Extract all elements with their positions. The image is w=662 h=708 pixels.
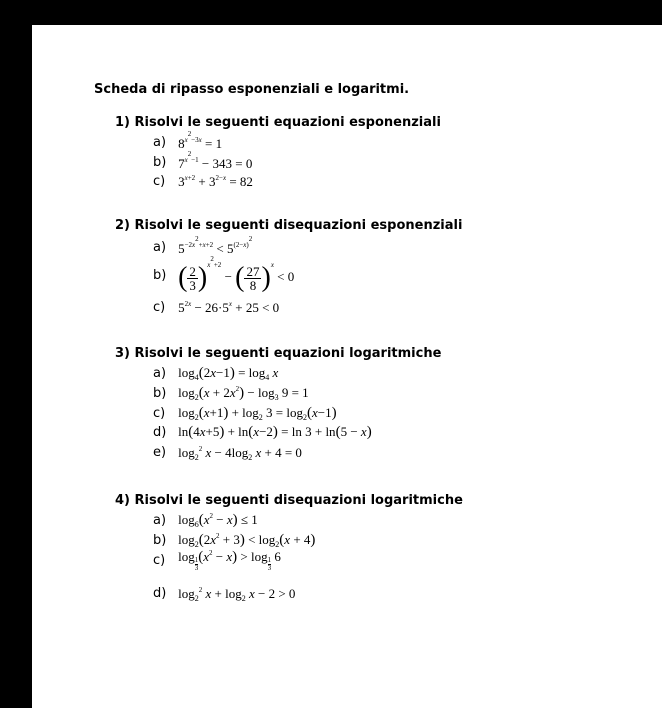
exercise-2b — [153, 255, 295, 294]
exercise-4b — [153, 530, 315, 549]
exercise-label: b) — [153, 267, 167, 283]
formula-1a: $8^{x^2-3x} = 1$ — [178, 129, 223, 151]
exercise-label: c) — [153, 553, 166, 568]
formula-2b: ( $\frac{2}{3}$ )$^{x^2+2}$ − ( $\frac{27}{8}$ )$^x$ < 0 — [178, 255, 295, 294]
formula-1b: $7^{x^2-1} - 343 = 0$ — [178, 149, 253, 171]
exercise-2c — [153, 297, 279, 316]
exercise-label: d) — [153, 586, 167, 601]
exercise-2a — [153, 234, 253, 257]
page-title: Scheda di ripasso esponenziali e logaritmi. — [94, 82, 410, 97]
section-1-heading: 1) Risolvi le seguenti equazioni esponenziali — [115, 115, 441, 130]
exercise-3d — [153, 422, 372, 441]
exercise-label: c) — [153, 406, 166, 421]
exercise-4c — [153, 549, 281, 572]
exercise-label: a) — [153, 513, 167, 528]
exercise-3b — [153, 383, 309, 402]
section-3-heading: 3) Risolvi le seguenti equazioni logaritmiche — [115, 346, 442, 361]
exercise-label: d) — [153, 425, 167, 440]
formula-4a: $\log_6(x^2 - x) \le 1$ — [178, 512, 258, 529]
exercise-label: a) — [153, 135, 167, 150]
formula-2c: $5^{2x} - 26\cdot 5^x + 25 < 0$ — [178, 299, 280, 315]
exercise-3a — [153, 363, 278, 382]
formula-4d: $\log_2^2 x + \log_2 x - 2 > 0$ — [178, 585, 296, 603]
exercise-label: b) — [153, 533, 167, 548]
formula-3b: $\log_2(x + 2x^2) - \log_3 9 = 1$ — [178, 385, 309, 402]
exercise-4d — [153, 583, 295, 602]
formula-3c: $\log_2(x+1) + \log_2 3 = \log_2(x-1)$ — [178, 405, 337, 422]
exercise-3e — [153, 442, 302, 461]
formula-4c: log $\frac{1}{3}$ $(x^2 - x) > \log$ $\frac{1}{3}$ 6 — [178, 549, 281, 572]
exercise-label: b) — [153, 386, 167, 401]
exercise-1b — [153, 149, 253, 172]
exercise-label: a) — [153, 240, 167, 255]
exercise-1c — [153, 171, 253, 190]
section-2-heading: 2) Risolvi le seguenti disequazioni esponenziali — [115, 218, 463, 233]
exercise-label: c) — [153, 174, 166, 189]
section-4-heading: 4) Risolvi le seguenti disequazioni logaritmiche — [115, 493, 463, 508]
exercise-label: a) — [153, 366, 167, 381]
worksheet-page — [32, 25, 662, 708]
formula-3a: $\log_4(2x-1) = \log_4 x$ — [178, 365, 279, 382]
formula-2a: $5^{-2x^2+x+2} < 5^{(2-x)^2}$ — [178, 234, 253, 256]
exercise-label: c) — [153, 300, 166, 315]
exercise-4a — [153, 510, 258, 529]
formula-1c: $3^{x+2} + 3^{2-x} = 82$ — [178, 173, 253, 189]
formula-3e: $\log_2^2 x - 4\log_2$ x + 4 = 0 — [178, 444, 302, 462]
formula-4b: $\log_2(2x^2 + 3) < \log_2(x + 4)$ — [178, 532, 316, 549]
formula-3d: ln(4x+5) + ln(x−2) = ln 3 + ln(5 − x) — [178, 424, 372, 440]
exercise-label: e) — [153, 445, 167, 460]
exercise-3c — [153, 403, 337, 422]
exercise-label: b) — [153, 155, 167, 170]
